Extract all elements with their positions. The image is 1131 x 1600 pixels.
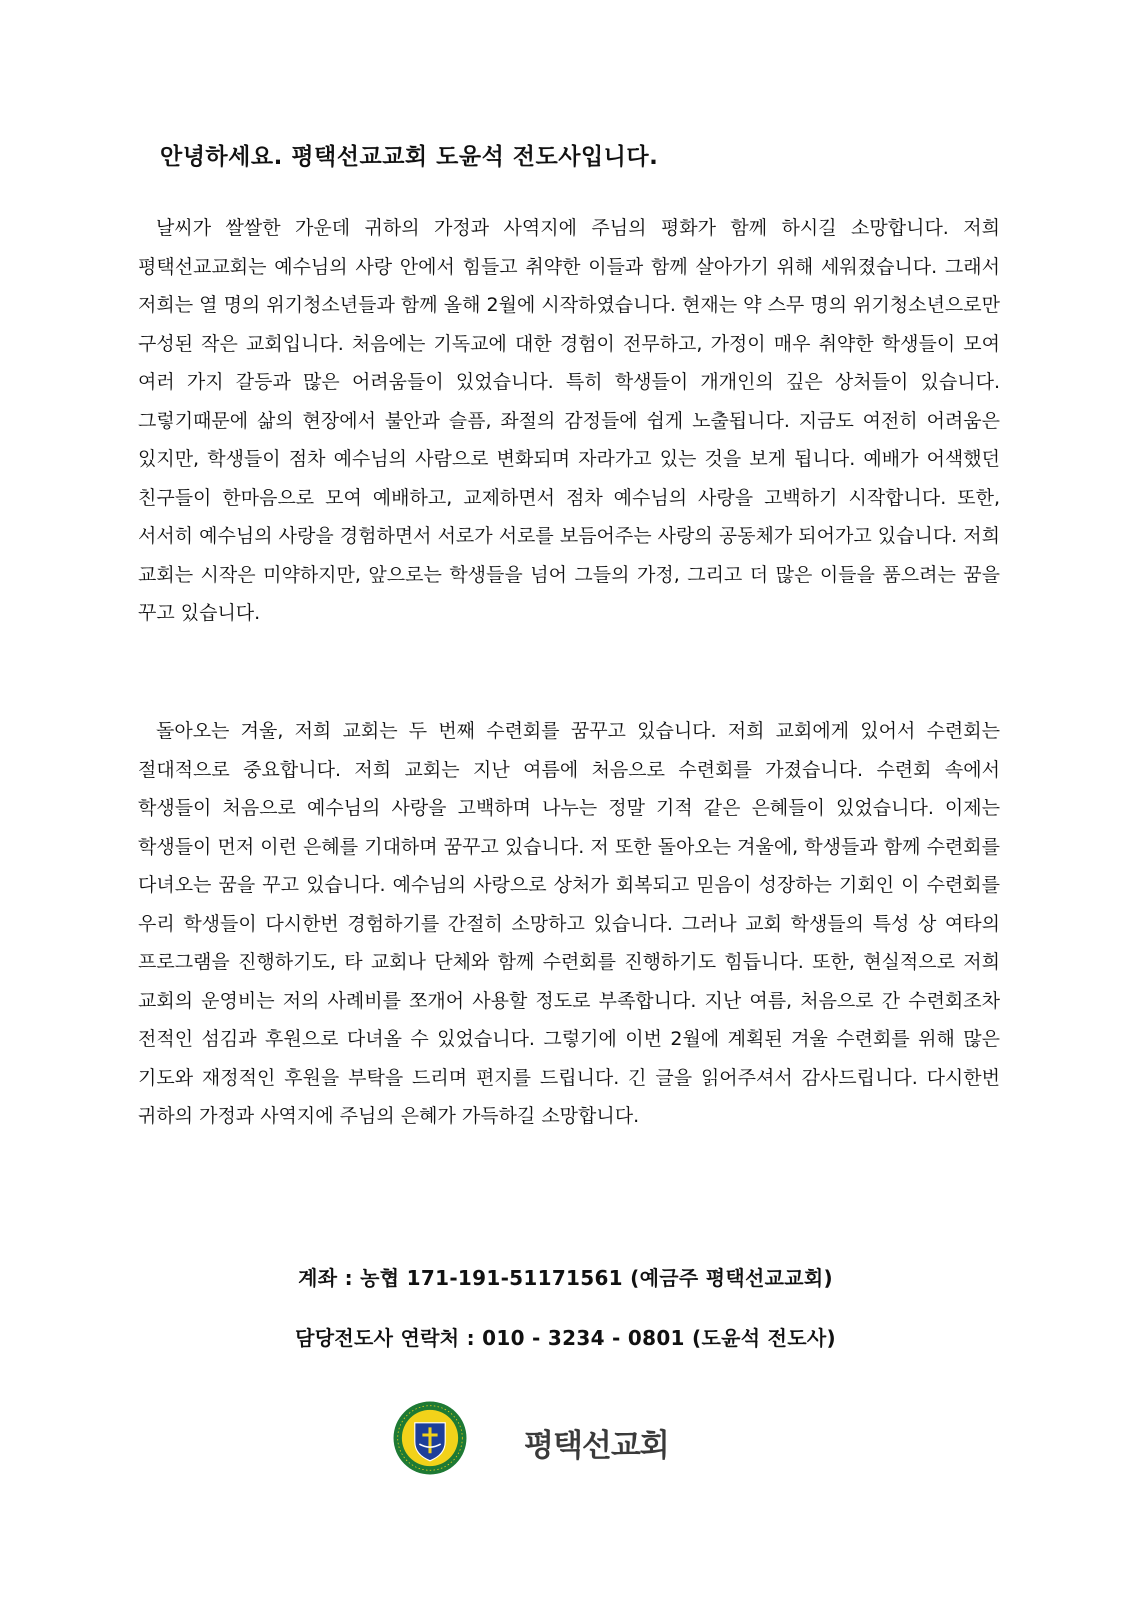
- contact-info: 담당전도사 연락처 : 010 - 3234 - 0801 (도윤석 전도사): [295, 1326, 836, 1350]
- letter-paragraph-1: 날씨가 쌀쌀한 가운데 귀하의 가정과 사역지에 주님의 평화가 함께 하시길 소망합니다. 저희 평택선교교회는 예수님의 사랑 안에서 힘들고 취약한 이들과 함께 살아가기 위해 세워졌습니다. 그래서 저희는 열 명의 위기청소년들과 함께 올해 2월에 시작하였습니다. 현재는 약 스무 명의 위기청소년으로만 구성된 작은 교회입니다. 처음에는 기독교에 대한 경험이 전무하고, 가정이 매우 취약한 학생들이 모여 여러 가지 갈등과 많은 어려움들이 있었습니다. 특히 학생들이 개개인의 깊은 상처들이 있습니다. 그렇기때문에 삶의 현장에서 불안과 슬픔, 좌절의 감정들에 쉽게 노출됩니다. 지금도 여전히 어려움은 있지만, 학생들이 점차 예수님의 사람으로 변화되며 자라가고 있는 것을 보게 됩니다. 예배가 어색했던 친구들이 한마음으로 모여 예배하고, 교제하면서 점차 예수님의 사랑을 고백하기 시작합니다. 또한, 서서히 예수님의 사랑을 경험하면서 서로가 서로를 보듬어주는 사랑의 공동체가 되어가고 있습니다. 저희 교회는 시작은 미약하지만, 앞으로는 학생들을 넘어 그들의 가정, 그리고 더 많은 이들을 품으려는 꿈을 꾸고 있습니다.: [138, 217, 1000, 624]
- church-footer: [392, 1400, 752, 1480]
- bank-account-info: 계좌 : 농협 171-191-51171561 (예금주 평택선교교회): [298, 1266, 833, 1290]
- letter-greeting: 안녕하세요. 평택선교교회 도윤석 전도사입니다.: [160, 144, 659, 170]
- church-brand-name: 평택선교회: [524, 1428, 669, 1464]
- letter-paragraph-2: 돌아오는 겨울, 저희 교회는 두 번째 수련회를 꿈꾸고 있습니다. 저희 교회에게 있어서 수련회는 절대적으로 중요합니다. 저희 교회는 지난 여름에 처음으로 수련회를 가졌습니다. 수련회 속에서 학생들이 처음으로 예수님의 사랑을 고백하며 나누는 정말 기적 같은 은혜들이 있었습니다. 이제는 학생들이 먼저 이런 은혜를 기대하며 꿈꾸고 있습니다. 저 또한 돌아오는 겨울에, 학생들과 함께 수련회를 다녀오는 꿈을 꾸고 있습니다. 예수님의 사랑으로 상처가 회복되고 믿음이 성장하는 기회인 이 수련회를 우리 학생들이 다시한번 경험하기를 간절히 소망하고 있습니다. 그러나 교회 학생들의 특성 상 여타의 프로그램을 진행하기도, 타 교회나 단체와 함께 수련회를 진행하기도 힘듭니다. 또한, 현실적으로 저희 교회의 운영비는 저의 사례비를 쪼개어 사용할 정도로 부족합니다. 지난 여름, 처음으로 간 수련회조차 전적인 섬김과 후원으로 다녀올 수 있었습니다. 그렇기에 이번 2월에 계획된 겨울 수련회를 위해 많은 기도와 재정적인 후원을 부탁을 드리며 편지를 드립니다. 긴 글을 읽어주셔서 감사드립니다. 다시한번 귀하의 가정과 사역지에 주님의 은혜가 가득하길 소망합니다.: [138, 720, 1000, 1127]
- church-seal-logo: [392, 1400, 468, 1476]
